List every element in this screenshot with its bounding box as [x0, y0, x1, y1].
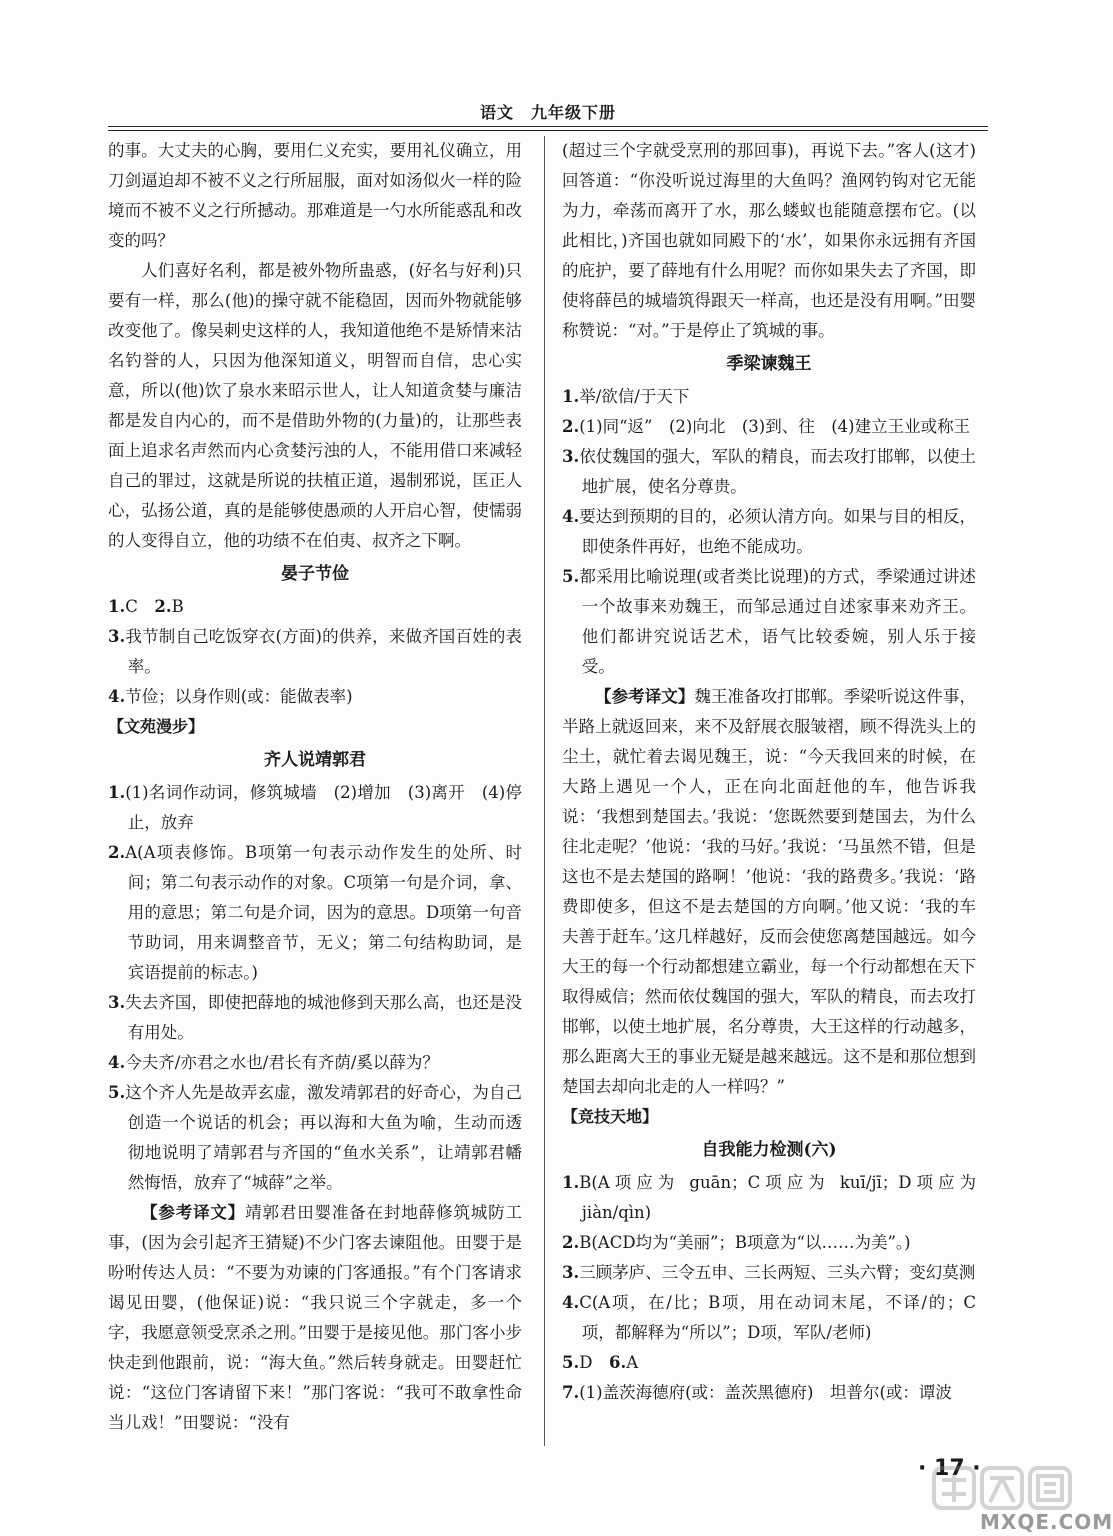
item-number: 2.	[562, 1233, 580, 1252]
answer-item	[562, 562, 976, 682]
translation-label: 【参考译文】	[595, 687, 695, 706]
item-text: D	[579, 1353, 609, 1372]
item-text: (1)同“返” (2)向北 (3)到、往 (4)建立王业或称王	[579, 417, 971, 436]
section-title: 齐人说靖郭君	[264, 750, 366, 770]
answer-item	[108, 838, 522, 988]
translation-text: 魏王准备攻打邯郸。季梁听说这件事，半路上就返回来，来不及舒展衣服皱褶，顾不得洗头上的尘土，就忙着去谒见魏王，说：“今天我回来的时候，在大路上遇见一个人，正在向北面赶他的车，他告诉我说：‘我想到楚国去。’我说：‘您既然要到楚国去，为什么往北走呢？’他说：‘我的马好。’我说：‘马虽然不错，但是这也不是去楚国的路啊！’他说：‘我的路费多。’我说：‘路费即使多，但这不是去楚国的方向啊。’他又说：‘我的车夫善于赶车。’这几样越好，反而会使您离楚国越远。如今大王的每一个行动都想建立霸业，每一个行动都想在天下取得威信；然而依仗魏国的强大，军队的精良，而去攻打邯郸，以使土地扩展，名分尊贵，大王这样的行动越多，那么距离大王的事业无疑是越来越远。这不是和那位想到楚国去却向北走的人一样吗？”	[562, 687, 977, 1096]
section-tag: 【文苑漫步】	[108, 717, 205, 736]
section-title: 季梁谏魏王	[726, 354, 812, 374]
answer-item	[108, 1078, 522, 1198]
item-number: 1.	[562, 1173, 580, 1192]
item-number: 6.	[608, 1353, 627, 1372]
item-text: 这个齐人先是故弄玄虚，激发靖郭君的好奇心，为自己创造一个说话的机会；再以海和大鱼为喻，生动而透彻地说明了靖郭君与齐国的“鱼水关系”，让靖郭君幡然悔悟，放弃了“城薛”之举。	[125, 1083, 522, 1192]
item-text: 举/欲信/于天下	[579, 387, 690, 406]
item-number: 1.	[562, 387, 580, 406]
item-text: 都采用比喻说理(或者类比说理)的方式，季梁通过讲述一个故事来劝魏王，而邹忌通过自述家事来劝齐王。他们都讲究说话艺术，语气比较委婉，别人乐于接受。	[579, 567, 976, 676]
section-title: 晏子节俭	[281, 564, 349, 584]
item-text: 失去齐国，即使把薛地的城池修到天那么高，也还是没有用处。	[125, 993, 522, 1042]
item-number: 5.	[108, 1083, 126, 1102]
answer-item	[562, 1348, 976, 1378]
answer-item	[562, 502, 976, 562]
item-number: 7.	[562, 1383, 580, 1402]
paragraph: (超过三个字就受烹刑的那回事)，再说下去。”客人(这才)回答道：“你没听说过海里的大鱼吗？渔网钓钩对它无能为力，牵荡而离开了水，那么蝼蚁也能随意摆布它。(以此相比，)齐国也就如同殿下的‘水’，如果你永远拥有齐国的庇护，要了薛地有什么用呢？而你如果失去了齐国，即使将薛邑的城墙筑得跟天一样高，也还是没有用啊。”田婴称赞说：“对。”于是停止了筑城的事。	[562, 141, 976, 340]
item-text: (1)名词作动词，修筑城墙 (2)增加 (3)离开 (4)停止，放弃	[125, 783, 522, 832]
answer-item	[562, 382, 976, 412]
item-number: 3.	[562, 447, 580, 466]
item-text: 我节制自己吃饭穿衣(方面)的供养，来做齐国百姓的表率。	[125, 627, 522, 676]
item-text: B(ACD均为“美丽”；B项意为“以……为美”。)	[579, 1233, 911, 1252]
item-number: 1.	[108, 783, 126, 802]
item-number: 2.	[562, 417, 580, 436]
column-divider	[544, 136, 545, 1446]
answer-item	[562, 1258, 976, 1288]
item-number: 4.	[108, 687, 126, 706]
paragraph: 人们喜好名利，都是被外物所蛊惑，(好名与好利)只要有一样，那么(他)的操守就不能稳固，因而外物就能够改变他了。像吴刺史这样的人，我知道他绝不是矫情来沽名钓誉的人，只因为他深知道义，明智而自信，忠心实意，所以(他)饮了泉水来昭示世人，让人知道贪婪与廉洁都是发自内心的，而不是借助外物的(力量)的，让那些表面上追求名声然而内心贪婪污浊的人，不能用借口来减轻自己的罪过，这就是所说的扶植正道，遏制邪说，匡正人心，弘扬公道，真的是能够使愚顽的人开启心智，使懦弱的人变得自立，他的功绩不在伯夷、叔齐之下啊。	[108, 261, 522, 550]
answer-item	[108, 592, 522, 622]
watermark-url: MXQE.COM	[980, 1510, 1113, 1534]
item-number: 5.	[562, 567, 580, 586]
answer-item	[562, 1228, 976, 1258]
item-number: 5.	[562, 1353, 580, 1372]
section-title: 自我能力检测(六)	[701, 1140, 837, 1160]
item-text: 今夫齐/亦君之水也/君长有齐荫/奚以薛为？	[125, 1053, 439, 1072]
item-number: 4.	[562, 1293, 580, 1312]
translation-label: 【参考译文】	[141, 1203, 246, 1222]
page-header: 语文 九年级下册	[479, 103, 616, 122]
item-number: 4.	[108, 1053, 126, 1072]
header-rule-top	[108, 126, 988, 127]
answer-item	[562, 1378, 976, 1408]
answer-item	[108, 988, 522, 1048]
item-number: 2.	[154, 597, 172, 616]
item-text: 节俭；以身作则(或：能做表率)	[125, 687, 353, 706]
item-text: (1)盖茨海德府(或：盖茨黑德府) 坦普尔(或：谭波	[579, 1383, 952, 1402]
right-column	[562, 136, 976, 1476]
translation-paragraph	[562, 682, 976, 1102]
translation-paragraph	[108, 1198, 522, 1438]
answer-item	[562, 412, 976, 442]
item-text: 依仗魏国的强大，军队的精良，而去攻打邯郸，以使土地扩展，使名分尊贵。	[579, 447, 976, 496]
page-number: · 17 ·	[918, 1456, 981, 1481]
item-text: B(A项应为 guān；C项应为 kuī/jī；D项应为 jiàn/qìn)	[579, 1173, 976, 1222]
answer-item	[108, 682, 522, 712]
answer-item	[562, 1288, 976, 1348]
item-text: A	[626, 1353, 639, 1372]
item-text: C(A项，在/比；B项，用在动词末尾，不译/的；C项，都解释为“所以”；D项，军队/老师)	[579, 1293, 976, 1342]
header-rule-bottom	[108, 130, 988, 131]
answer-item	[562, 442, 976, 502]
left-column	[108, 136, 522, 1476]
item-number: 2.	[108, 843, 126, 862]
item-number: 3.	[562, 1263, 580, 1282]
paragraph: 的事。大丈夫的心胸，要用仁义充实，要用礼仪确立，用刀剑逼迫却不被不义之行所屈服，面对如汤似火一样的险境而不被不义之行所撼动。那难道是一勺水所能惑乱和改变的吗？	[108, 141, 522, 250]
item-text: 要达到预期的目的，必须认清方向。如果与目的相反，即使条件再好，也绝不能成功。	[579, 507, 976, 556]
section-tag: 【竞技天地】	[562, 1107, 659, 1126]
answer-item	[108, 1048, 522, 1078]
answer-item	[562, 1168, 976, 1228]
answer-item	[108, 622, 522, 682]
item-text: C	[125, 597, 155, 616]
item-text: A(A项表修饰。B项第一句表示动作发生的处所、时间；第二句表示动作的对象。C项第一句是介词，拿、用的意思；第二句是介词，因为的意思。D项第一句音节助词，用来调整音节，无义；第二句结构助词，是宾语提前的标志。)	[125, 843, 522, 982]
answer-item	[108, 778, 522, 838]
translation-text: 靖郭君田婴准备在封地薛修筑城防工事，(因为会引起齐王猜疑)不少门客去谏阻他。田婴于是吩咐传达人员：“不要为劝谏的门客通报。”有个门客请求谒见田婴，(他保证)说：“我只说三个字就走，多一个字，我愿意领受烹杀之刑。”田婴于是接见他。那门客小步快走到他跟前，说：“海大鱼。”然后转身就走。田婴赶忙说：“这位门客请留下来！”那门客说：“我可不敢拿性命当儿戏！”田婴说：“没有	[108, 1203, 523, 1432]
item-number: 1.	[108, 597, 126, 616]
item-number: 3.	[108, 993, 126, 1012]
item-text: 三顾茅庐、三令五申、三长两短、三头六臂；变幻莫测	[579, 1263, 976, 1282]
item-number: 3.	[108, 627, 126, 646]
item-number: 4.	[562, 507, 580, 526]
item-text: B	[171, 597, 184, 616]
